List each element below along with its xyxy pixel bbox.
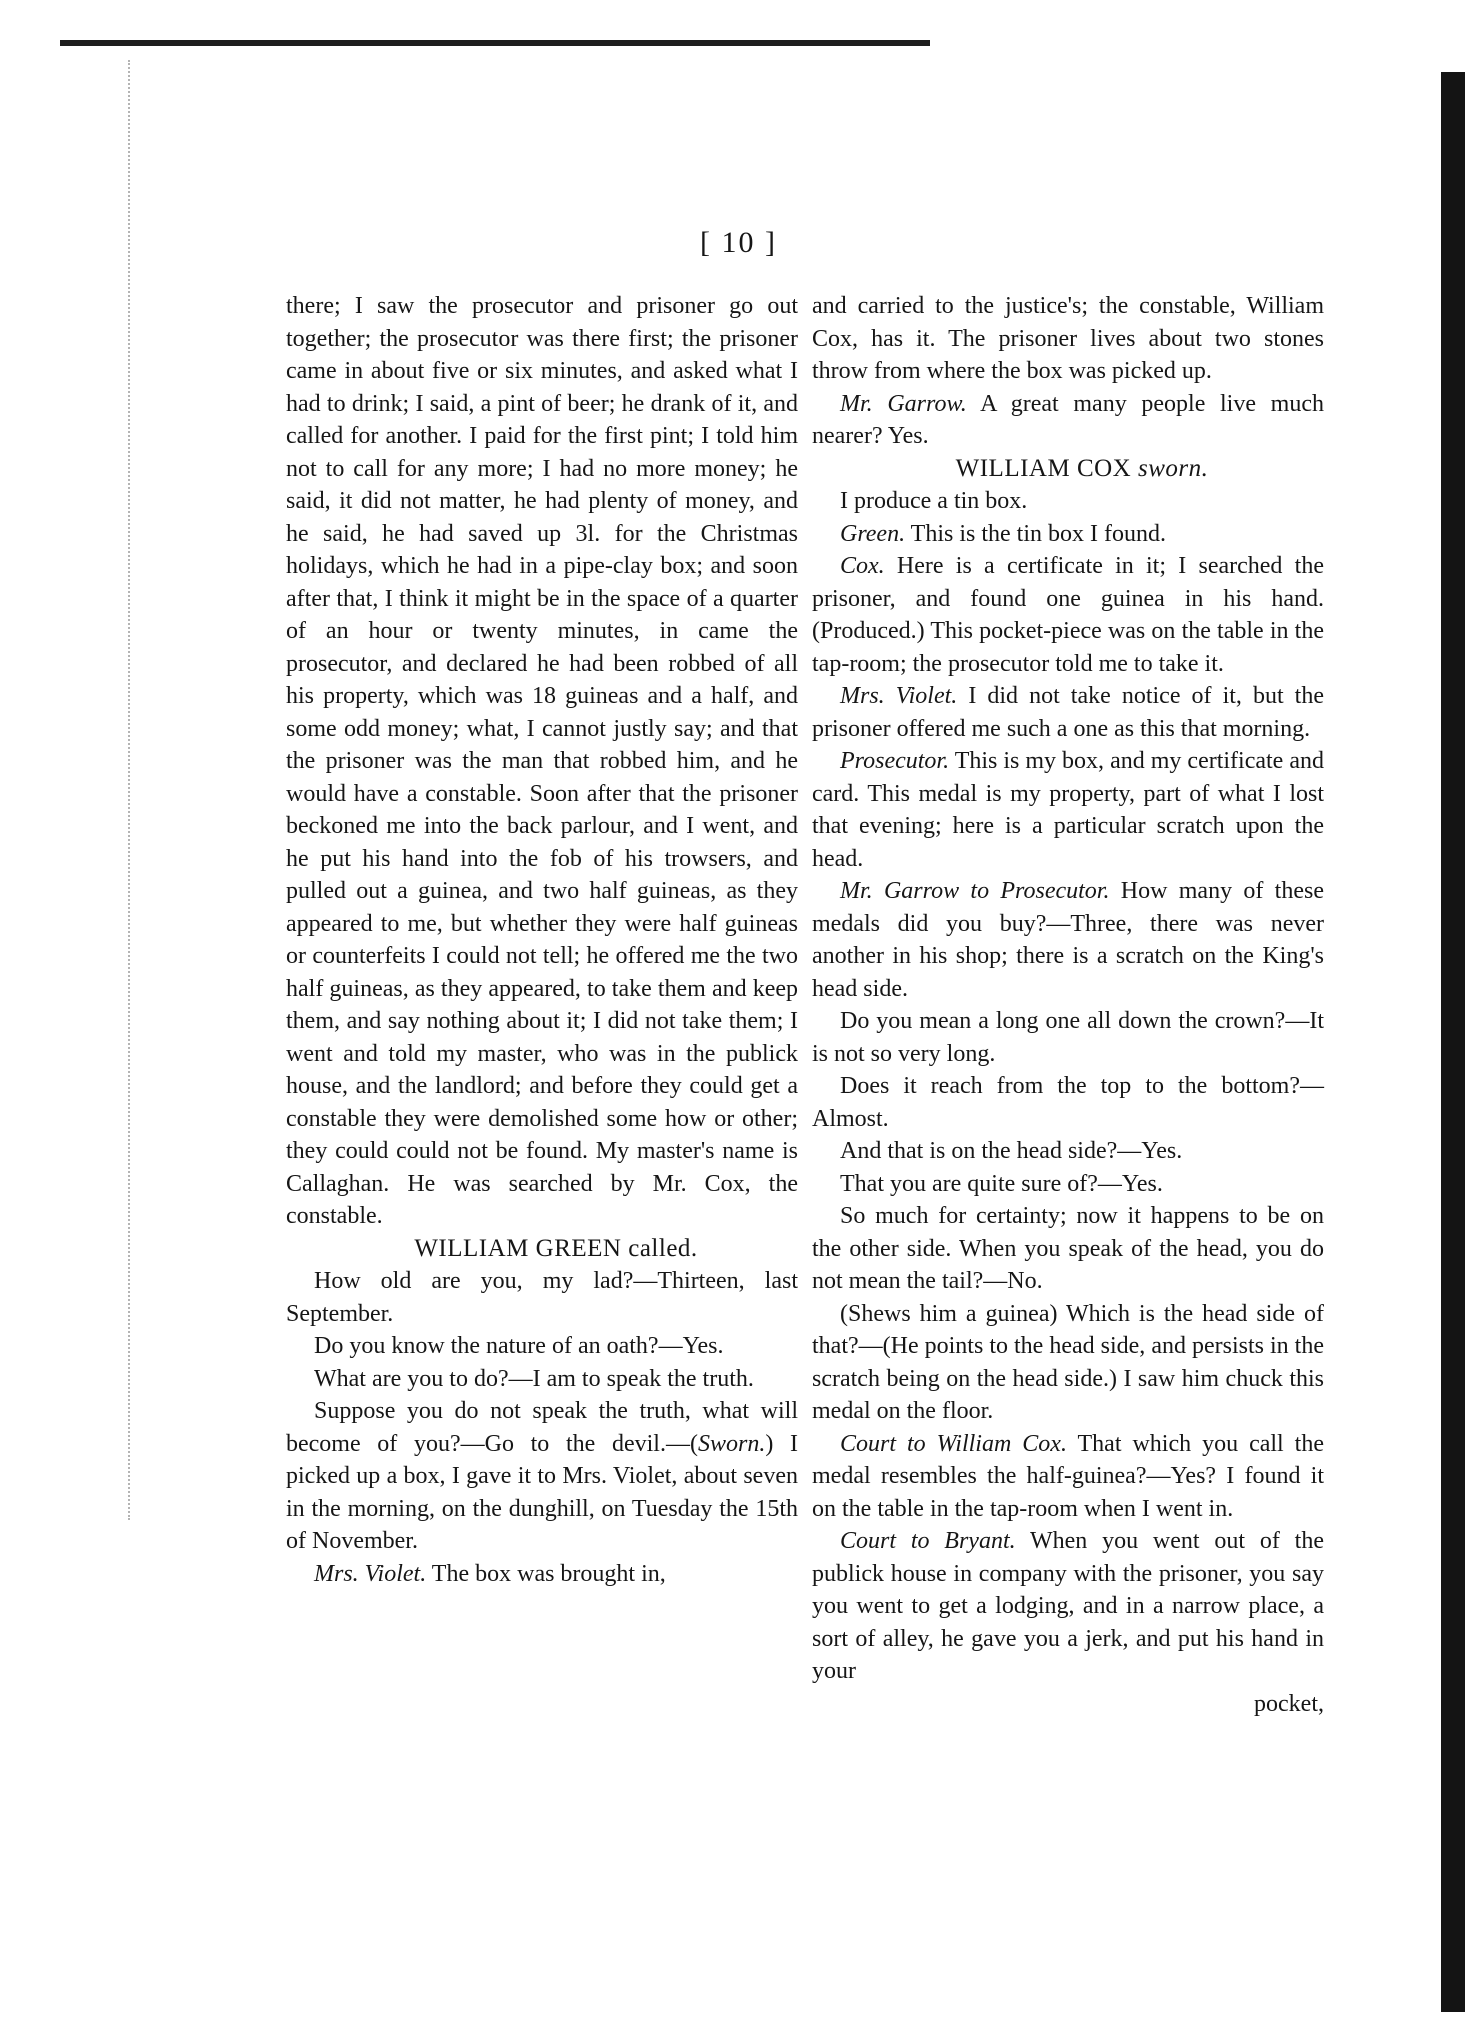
exchange: Do you know the nature of an oath?—Yes.	[314, 1333, 724, 1359]
exchange: Do you mean a long one all down the crown?—It is not so very long.	[812, 1008, 1324, 1067]
exchange-text: Suppose you do not speak the truth, what will become of you?—Go to the devil.—(	[286, 1398, 798, 1457]
speaker: Court to Bryant.	[840, 1528, 1016, 1554]
catchword: pocket,	[1254, 1690, 1324, 1717]
page-number: [ 10 ]	[700, 226, 777, 259]
speaker: Mr. Garrow.	[840, 390, 967, 417]
exchange	[812, 875, 1324, 1005]
speaker: Prosecutor.	[840, 748, 950, 774]
exchange	[812, 1525, 1324, 1688]
exchange: That you are quite sure of?—Yes.	[840, 1170, 1163, 1197]
exchange: So much for certainty; now it happens to be on the other side. When you speak of the head, you do not mean the tail?—No.	[812, 1203, 1324, 1294]
testimony-paragraph: there; I saw the prosecutor and prisoner go out together; the prosecutor was there first; the prisoner came in about five or six minutes, and asked what I had to drink; I said, a pint of beer; he drank of it, and called for another. I paid for the first pint; I told him not to call for any more; I had no more money; he said, it did not matter, he had plenty of money, and he said, he had saved up 3l. for the Christmas holidays, which he had in a pipe-clay box; and soon after that, I think it might be in the space of a quarter of an hour or twenty minutes, in came the prosecutor, and declared he had been robbed of all his property, which was 18 guineas and a half, and some odd money; what, I cannot justly say; and that the prisoner was the man that robbed him, and he would have a constable. Soon after that the prisoner beckoned me into the back parlour, and I went, and he put his hand into the fob of his trowsers, and pulled out a guinea, and two half guineas, as they appeared to me, but whether they were half guineas or counterfeits I could not tell; he offered me the two half guineas, as they appeared, to take them and keep them, and say nothing about it; I did not take them; I went and told my master, who was in the publick house, and the landlord; and before they could get a constable they were demolished some how or other; they could could not be found. My master's name is Callaghan. He was searched by Mr. Cox, the constable.	[286, 293, 798, 1229]
testimony-paragraph: and carried to the justice's; the constable, William Cox, has it. The prisoner lives about two stones throw from where the box was picked up.	[812, 293, 1324, 384]
scan-artifact-binding-edge	[128, 60, 146, 1520]
exchange: I produce a tin box.	[840, 488, 1028, 514]
speaker: Mrs. Violet.	[314, 1560, 427, 1587]
right-column	[812, 290, 1324, 1720]
left-column	[286, 290, 798, 1590]
speech: This is the tin box I found.	[910, 520, 1166, 547]
witness-status: called.	[628, 1234, 698, 1262]
speech: When you went out of the publick house in company with the prisoner, you say you went to get a lodging, and in a narrow place, a sort of alley, he gave you a jerk, and put his hand in your	[812, 1528, 1324, 1684]
exchange	[812, 1428, 1324, 1526]
speech: That which you call the medal resembles the half-guinea?—Yes? I found it on the table in the tap-room when I went in.	[812, 1430, 1324, 1522]
scan-artifact-right-edge	[1441, 72, 1465, 2012]
speech: A great many people live much nearer? Yes.	[812, 390, 1324, 449]
witness-name: WILLIAM COX	[955, 454, 1132, 482]
speaker: Mrs. Violet.	[840, 683, 958, 709]
exchange	[812, 680, 1324, 745]
exchange	[286, 1558, 798, 1591]
speaker: Cox.	[840, 553, 885, 579]
witness-heading-green	[286, 1233, 798, 1266]
sworn-note: Sworn.	[697, 1430, 766, 1457]
speech: Here is a certificate in it; I searched the prisoner, and found one guinea in his hand. (Produced.) This pocket-piece was on the table in the tap-room; the prosecutor told me to take it.	[812, 553, 1324, 677]
exchange	[812, 518, 1324, 551]
exchange: Does it reach from the top to the bottom?—Almost.	[812, 1073, 1324, 1132]
speech: This is my box, and my certificate and card. This medal is my property, part of what I lost that evening; here is a particular scratch upon the head.	[812, 748, 1324, 872]
exchange: What are you to do?—I am to speak the truth.	[314, 1365, 754, 1392]
exchange	[286, 1395, 798, 1558]
witness-status: sworn.	[1137, 454, 1209, 482]
speaker: Green.	[840, 520, 906, 547]
speaker: Mr. Garrow to Prosecutor.	[840, 878, 1110, 904]
speech: The box was brought in,	[431, 1560, 666, 1587]
exchange: How old are you, my lad?—Thirteen, last September.	[286, 1268, 798, 1327]
witness-heading-cox	[812, 453, 1324, 486]
speech: I did not take notice of it, but the prisoner offered me such a one as this that morning.	[812, 683, 1324, 742]
exchange: And that is on the head side?—Yes.	[840, 1138, 1183, 1164]
speech: How many of these medals did you buy?—Three, there was never another in his shop; there is a scratch on the King's head side.	[812, 878, 1324, 1002]
exchange	[812, 745, 1324, 875]
exchange: (Shews him a guinea) Which is the head side of that?—(He points to the head side, and persists in the scratch being on the head side.) I saw him chuck this medal on the floor.	[812, 1300, 1324, 1424]
exchange	[812, 550, 1324, 680]
exchange	[812, 388, 1324, 453]
exchange-text: ) I picked up a box, I gave it to Mrs. Violet, about seven in the morning, on the dunghill, on Tuesday the 15th of November.	[286, 1430, 798, 1554]
scan-artifact-top-rule	[60, 40, 930, 46]
speaker: Court to William Cox.	[840, 1430, 1067, 1457]
witness-name: WILLIAM GREEN	[414, 1234, 622, 1262]
